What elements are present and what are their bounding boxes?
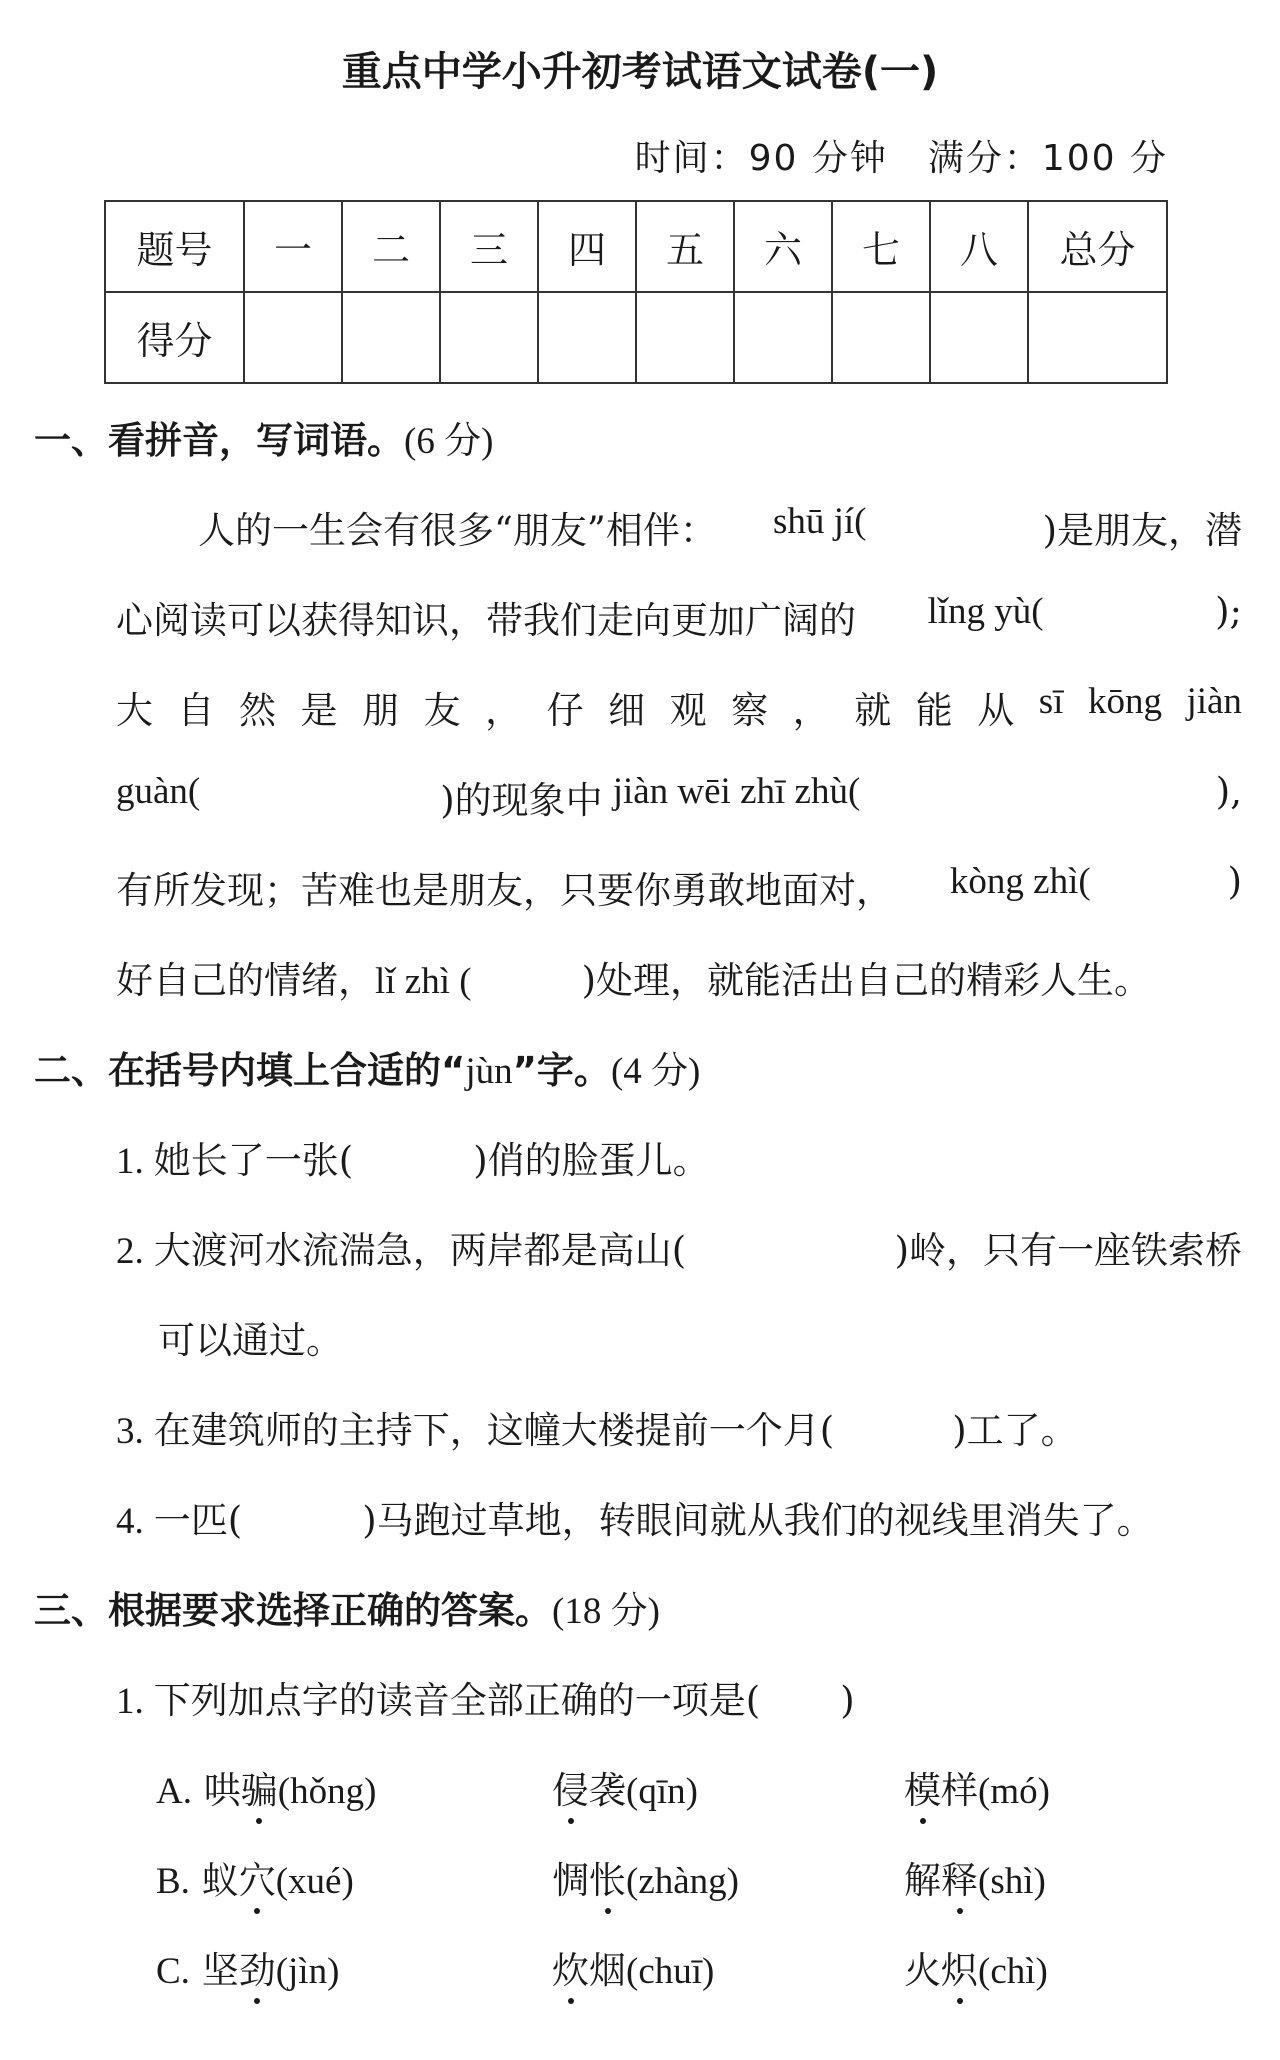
s1-text: )是朋友，潜 (1042, 509, 1242, 552)
s1-text: ); (1215, 590, 1242, 633)
s3-question-1 (116, 1670, 855, 1724)
s1-char: 是 (300, 689, 338, 732)
header-cell: 二 (342, 201, 440, 292)
s1-char: 朋 (362, 689, 400, 732)
section-3-heading (34, 1580, 660, 1634)
score-cell[interactable] (244, 292, 342, 383)
section-1-points: (6 分) (404, 421, 494, 462)
item-text: 大渡河水流湍急，两岸都是高山( (153, 1229, 687, 1272)
s1-char: 察 (731, 689, 769, 732)
option-b-word-2: 惆怅(zhàng) (552, 1850, 739, 1904)
section-2-title: 二、在括号内填上合适的“ (34, 1049, 466, 1092)
exam-title: 重点中学小升初考试语文试卷(一) (341, 49, 939, 95)
section-2-points: (4 分) (610, 1051, 701, 1092)
section-3-points: (18 分) (552, 1591, 660, 1632)
item-text[interactable]: )马跑过草地，转眼间就从我们的视线里消失了。 (362, 1499, 1154, 1542)
option-c-word-3: 火炽(chì) (904, 1940, 1048, 1994)
header-cell: 八 (930, 201, 1028, 292)
s1-pinyin: kōng (1087, 681, 1162, 722)
full-score-info: 满分：100 分 (927, 138, 1168, 179)
score-row-label: 得分 (105, 292, 244, 383)
score-table-score-row (105, 292, 1167, 383)
header-cell: 三 (440, 201, 538, 292)
header-cell: 总分 (1028, 201, 1167, 292)
item-number: 4. (116, 1501, 144, 1542)
score-cell[interactable] (342, 292, 440, 383)
s1-text: ) (1227, 860, 1242, 903)
s1-text: 人的一生会有很多“朋友”相伴： (198, 509, 717, 552)
section-3-title: 三、根据要求选择正确的答案。 (34, 1589, 552, 1632)
option-a[interactable] (156, 1760, 376, 1814)
item-number: 1. (116, 1141, 144, 1182)
s2-item-4 (116, 1490, 1154, 1544)
s1-pinyin: sī (1038, 681, 1064, 722)
section-2-pinyin: jùn (465, 1051, 513, 1092)
score-cell[interactable] (734, 292, 832, 383)
item-text: 可以通过。 (158, 1319, 343, 1362)
header-cell: 四 (538, 201, 636, 292)
pinyin-blank-lingyu[interactable]: lǐng yù( (927, 591, 1044, 632)
option-c[interactable] (156, 1940, 339, 1994)
option-pinyin: (chuī) (626, 1951, 715, 1992)
item-number: 1. (116, 1681, 144, 1722)
s1-text: 有所发现；苦难也是朋友，只要你勇敢地面对， (116, 869, 893, 912)
option-pinyin: (jìn) (275, 1951, 340, 1992)
time-info: 时间：90 分钟 (634, 138, 888, 179)
option-pinyin: (shì) (978, 1861, 1046, 1902)
s1-char: 友 (423, 689, 461, 732)
option-a-word-3: 模样(mó) (904, 1760, 1050, 1814)
s1-char: 观 (669, 689, 707, 732)
option-pinyin: (qīn) (626, 1771, 698, 1812)
s2-item-1 (116, 1130, 710, 1184)
s1-text: )处理，就能活出自己的精彩人生。 (581, 959, 1152, 1002)
s1-char: ， (792, 689, 830, 732)
s1-char: 大 (116, 689, 153, 732)
section-2-title-end: ”字。 (512, 1049, 611, 1092)
score-cell[interactable] (930, 292, 1028, 383)
pinyin-blank-sikongjianguan[interactable]: guàn( (116, 771, 201, 812)
s2-item-2 (116, 1220, 1242, 1274)
exam-meta (595, 130, 1168, 181)
s1-char: 能 (915, 689, 953, 732)
s1-char: 自 (177, 689, 215, 732)
s2-item-3 (116, 1400, 1078, 1454)
pinyin-blank-kongzhi[interactable]: kòng zhì( (949, 861, 1091, 902)
score-cell[interactable] (832, 292, 930, 383)
section-1-heading (34, 410, 493, 464)
option-label: A. (156, 1771, 192, 1812)
option-b-word-3: 解释(shì) (904, 1850, 1046, 1904)
score-cell[interactable] (538, 292, 636, 383)
section-2-heading (34, 1040, 700, 1094)
pinyin-blank-shuji[interactable]: shū jí( (772, 501, 867, 542)
score-cell[interactable] (1028, 292, 1167, 383)
s1-line-2 (116, 590, 1242, 644)
s1-line-1 (198, 500, 1242, 554)
s1-char: ， (485, 689, 523, 732)
score-table-header-row (105, 201, 1167, 292)
s1-char: 就 (854, 689, 892, 732)
option-word: 坚劲 (202, 1949, 276, 1992)
item-text: 一匹( (153, 1499, 243, 1542)
option-b[interactable] (156, 1850, 354, 1904)
s1-line-4 (116, 770, 1242, 824)
header-cell: 七 (832, 201, 930, 292)
s1-line-6 (116, 950, 1242, 1004)
option-word: 哄骗 (204, 1769, 278, 1812)
s1-text: )的现象中 (440, 779, 603, 822)
header-cell: 题号 (105, 201, 244, 292)
header-cell: 五 (636, 201, 734, 292)
option-label: C. (156, 1951, 190, 1992)
option-c-word-2: 炊烟(chuī) (552, 1940, 714, 1994)
s2-item-2-cont (158, 1310, 343, 1364)
option-word: 蚁穴 (202, 1859, 276, 1902)
score-cell[interactable] (440, 292, 538, 383)
s1-line-3 (116, 680, 1242, 734)
s1-line-5 (116, 860, 1242, 914)
option-pinyin: (mó) (978, 1771, 1050, 1812)
pinyin-blank-jianweizhizhu[interactable]: jiàn wēi zhī zhù( (612, 771, 861, 812)
s1-text: 心阅读可以获得知识，带我们走向更加广阔的 (116, 599, 856, 642)
s1-char: 仔 (546, 689, 584, 732)
section-1-title: 一、看拼音，写词语。 (34, 419, 404, 462)
s1-char: 细 (608, 689, 646, 732)
answer-blank[interactable]: ) (840, 1679, 855, 1722)
header-cell: 六 (734, 201, 832, 292)
option-a-word-2: 侵袭(qīn) (552, 1760, 698, 1814)
s1-char: 从 (977, 689, 1015, 732)
option-label: B. (156, 1861, 190, 1902)
option-pinyin: (xué) (275, 1861, 354, 1902)
header-cell: 一 (244, 201, 342, 292)
s1-text: 好自己的情绪， (116, 959, 375, 1002)
option-pinyin: (hǒng) (277, 1771, 377, 1812)
item-text[interactable]: )岭，只有一座铁索桥 (894, 1229, 1242, 1272)
item-text[interactable]: )工了。 (952, 1409, 1078, 1452)
s1-text: ), (1215, 770, 1242, 813)
item-text: 她长了一张( (153, 1139, 354, 1182)
question-text: 下列加点字的读音全部正确的一项是( (153, 1679, 761, 1722)
item-text[interactable]: )俏的脸蛋儿。 (473, 1139, 710, 1182)
item-text: 在建筑师的主持下，这幢大楼提前一个月( (153, 1409, 835, 1452)
s1-char: 然 (239, 689, 277, 732)
s1-pinyin: jiàn (1186, 681, 1242, 722)
score-cell[interactable] (636, 292, 734, 383)
score-table (104, 200, 1168, 384)
pinyin-blank-lizhi[interactable]: lǐ zhì ( (375, 961, 472, 1002)
item-number: 2. (116, 1231, 144, 1272)
option-pinyin: (chì) (978, 1951, 1048, 1992)
item-number: 3. (116, 1411, 144, 1452)
option-pinyin: (zhàng) (626, 1861, 739, 1902)
